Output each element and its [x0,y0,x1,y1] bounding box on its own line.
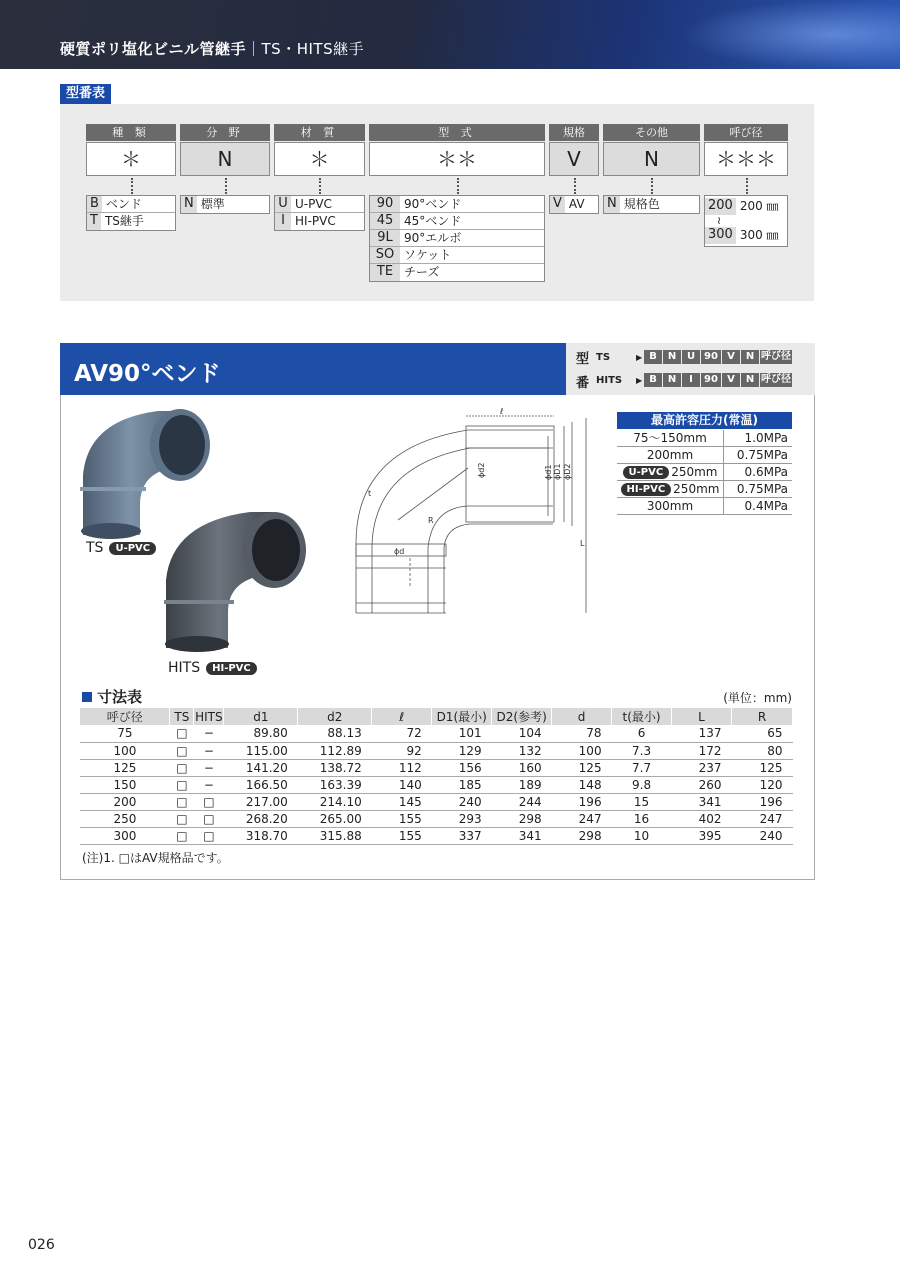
option-key: U [275,196,291,212]
dotted-connector [651,178,653,194]
table-cell: 196 [552,793,612,810]
table-row [80,759,793,776]
table-cell: 160 [492,759,552,776]
model-value-other: N [603,142,700,176]
label-D1: ϕD1 [553,463,562,480]
option-key: TE [370,264,400,281]
table-cell: 214.10 [298,793,372,810]
column-header: R [731,708,792,725]
option-key: 45 [370,213,400,229]
table-cell: 402 [672,810,732,827]
option-row [370,196,544,213]
code-cell: B [644,350,662,364]
option-key: 300 [705,227,736,244]
table-cell: 132 [492,742,552,759]
dotted-connector [131,178,133,194]
table-cell: 145 [372,793,432,810]
code-cell: 90 [701,350,721,364]
model-value-size: ＊＊＊ [704,142,788,176]
column-header: HITS [195,709,223,724]
code-cell: I [682,373,700,387]
product-name: TS [86,540,104,556]
pressure-size: 200mm [646,447,694,462]
table-cell: − [194,759,224,776]
column-header: d2 [298,708,372,725]
table-cell: 80 [731,742,792,759]
table-cell: − [194,725,224,742]
table-cell: □ [170,793,194,810]
dotted-connector [746,178,748,194]
code-cell: U [682,350,700,364]
table-cell: 10 [612,827,672,844]
table-cell: 217.00 [224,793,298,810]
av-section-title: AV90°ベンド [74,361,221,387]
label-d: ϕd [394,547,405,556]
table-header-row [80,708,793,725]
option-value: HI-PVC [295,214,336,228]
av-section-header [60,343,566,395]
option-key: N [181,196,197,213]
option-key: N [604,196,620,213]
option-key: T [87,213,101,230]
option-row [370,230,544,247]
table-cell: □ [194,827,224,844]
option-value: 300 ㎜ [739,228,779,242]
column-header: D2(参考) [492,708,552,725]
options-type [369,195,545,282]
model-value-kind: ＊ [86,142,176,176]
option-row [87,196,175,213]
dimension-table-title [82,686,142,707]
table-cell: 298 [492,810,552,827]
table-cell: 138.72 [298,759,372,776]
option-row [275,213,364,230]
option-key: I [275,213,291,230]
table-cell: 172 [672,742,732,759]
table-cell: 155 [372,827,432,844]
table-cell: □ [170,810,194,827]
table-cell: 7.3 [612,742,672,759]
column-header: D1(最小) [432,708,492,725]
table-row [80,776,793,793]
option-row [87,213,175,230]
option-value: 200 ㎜ [739,199,779,213]
title-sub: ｜TS・HITS継手 [246,40,365,58]
option-key: 90 [370,196,400,212]
table-cell: 260 [672,776,732,793]
model-code-ts [596,350,793,364]
table-cell: 300 [80,827,170,844]
table-cell: 163.39 [298,776,372,793]
table-cell: 112 [372,759,432,776]
label-d1: ϕd1 [544,464,553,480]
option-row [604,196,699,213]
model-head-kind: 種 類 [86,124,176,141]
table-cell: 150 [80,776,170,793]
table-cell: 185 [432,776,492,793]
table-cell: □ [170,725,194,742]
label-d2: ϕd2 [477,462,486,478]
table-cell: □ [170,776,194,793]
option-value: 90°エルボ [404,231,462,245]
option-key: 200 [705,198,736,215]
options-kind [86,195,176,231]
option-value: 標準 [200,197,225,211]
model-head-material: 材 質 [274,124,365,141]
label-D2: ϕD2 [563,463,572,480]
code-cell: V [722,373,740,387]
table-cell: 237 [672,759,732,776]
table-cell: 240 [731,827,792,844]
table-cell: 247 [731,810,792,827]
column-header: d1 [224,708,298,725]
code-cell: N [741,350,759,364]
table-cell: 125 [80,759,170,776]
table-cell: 15 [612,793,672,810]
option-row [370,264,544,281]
table-cell: 250 [80,810,170,827]
label-L: L [580,539,585,548]
column-header: t(最小) [612,708,672,725]
table-cell: 156 [432,759,492,776]
pressure-table-title: 最高許容圧力(常温) [617,412,792,429]
pressure-value: 1.0MPa [744,431,788,445]
option-row [275,196,364,213]
dimension-table [80,708,793,845]
option-value: チーズ [404,265,440,279]
table-cell: 265.00 [298,810,372,827]
pressure-size: 250mm [673,481,720,496]
table-cell: 112.89 [298,742,372,759]
model-value-type: ＊＊ [369,142,545,176]
option-row [705,198,787,215]
model-code-hits [596,373,793,387]
model-tag: 型番表 [60,84,111,104]
table-cell: 92 [372,742,432,759]
column-header: d [552,708,612,725]
model-head-type: 型 式 [369,124,545,141]
unit-label: (単位：mm) [723,691,792,705]
option-key: V [550,196,565,213]
table-cell: 88.13 [298,725,372,742]
model-code-label-top: 型 [576,352,590,367]
table-cell: 196 [731,793,792,810]
table-cell: 125 [731,759,792,776]
code-cell: B [644,373,662,387]
arrow-icon: ▶ [636,352,643,362]
product-name: HITS [168,660,201,676]
model-value-field: N [180,142,270,176]
product-label-hits [168,660,257,676]
header-banner [0,0,900,69]
table-cell: 155 [372,810,432,827]
page-title [60,38,364,59]
pressure-value: 0.4MPa [744,499,788,513]
material-badge: HI-PVC [206,662,257,675]
page-number: 026 [28,1237,55,1253]
code-series-label: HITS [596,374,623,386]
table-row [80,742,793,759]
title-main: 硬質ポリ塩化ビニル管継手 [60,40,247,58]
option-key: SO [370,247,400,263]
table-cell: 395 [672,827,732,844]
table-cell: 65 [731,725,792,742]
options-size [704,195,788,247]
column-header: ℓ [372,708,432,725]
table-cell: 244 [492,793,552,810]
pressure-row [617,447,792,464]
model-code-panel [566,343,815,395]
table-cell: □ [170,827,194,844]
pressure-value: 0.6MPa [744,465,788,479]
option-row [181,196,269,213]
square-bullet-icon [82,692,92,702]
dimension-title-text: 寸法表 [97,688,143,706]
options-material [274,195,365,231]
table-cell: 293 [432,810,492,827]
table-cell: 120 [731,776,792,793]
pressure-row [617,498,792,515]
table-cell: − [194,742,224,759]
dotted-connector [574,178,576,194]
option-row [370,247,544,264]
code-cell: N [741,373,759,387]
option-value: 規格色 [623,197,660,211]
table-cell: 115.00 [224,742,298,759]
table-row [80,827,793,844]
table-row [80,810,793,827]
table-cell: □ [170,742,194,759]
code-cell: 呼び径 [761,374,791,385]
model-head-other: その他 [603,124,700,141]
code-series-label: TS [596,351,611,363]
table-cell: 16 [612,810,672,827]
pressure-value: 0.75MPa [736,482,788,496]
table-cell: 78 [552,725,612,742]
pressure-row [617,481,792,498]
model-head-field: 分 野 [180,124,270,141]
table-cell: □ [170,759,194,776]
table-cell: 9.8 [612,776,672,793]
material-badge: HI-PVC [621,483,672,496]
code-cell: 呼び径 [761,351,791,362]
dotted-connector [319,178,321,194]
table-cell: 166.50 [224,776,298,793]
label-l: ℓ [500,408,504,416]
model-value-standard: V [549,142,599,176]
option-row [550,196,598,213]
dotted-connector [457,178,459,194]
label-t: t [368,489,372,498]
arrow-icon: ▶ [636,375,643,385]
option-value: ベンド [105,197,142,211]
table-cell: 341 [492,827,552,844]
product-label-ts [86,540,156,556]
code-cell: N [663,373,681,387]
option-row [370,213,544,230]
dimension-drawing [348,408,598,618]
options-standard [549,195,599,214]
table-row [80,725,793,742]
label-R: R [428,516,434,525]
table-cell: 189 [492,776,552,793]
hits-elbow-photo [162,508,312,653]
option-value: AV [568,197,585,211]
table-cell: 104 [492,725,552,742]
option-value: 90°ベンド [404,197,462,211]
table-cell: 137 [672,725,732,742]
option-key: B [87,196,102,212]
column-header: TS [170,708,194,725]
dotted-connector [225,178,227,194]
model-value-material: ＊ [274,142,365,176]
pressure-size: 75〜150mm [633,430,707,445]
material-badge: U-PVC [109,542,156,555]
table-cell: 140 [372,776,432,793]
pressure-value: 0.75MPa [736,448,788,462]
options-field [180,195,270,214]
table-cell: 141.20 [224,759,298,776]
banner-glow [680,0,900,69]
pressure-row [617,430,792,447]
table-cell: 200 [80,793,170,810]
option-value: 45°ベンド [404,214,462,228]
table-cell: 72 [372,725,432,742]
table-cell: 89.80 [224,725,298,742]
model-code-label-bottom: 番 [576,376,590,391]
table-cell: 129 [432,742,492,759]
option-value: TS継手 [104,214,144,228]
code-cell: 90 [701,373,721,387]
option-key: 9L [370,230,400,246]
material-badge: U-PVC [623,466,670,479]
table-cell: − [194,776,224,793]
column-header: L [672,708,732,725]
table-cell: 240 [432,793,492,810]
table-cell: 268.20 [224,810,298,827]
table-cell: 7.7 [612,759,672,776]
table-cell: 6 [612,725,672,742]
size-range-separator: ≀ [717,214,722,227]
table-cell: 125 [552,759,612,776]
options-other [603,195,700,214]
table-cell: □ [194,810,224,827]
table-cell: 148 [552,776,612,793]
table-cell: 315.88 [298,827,372,844]
model-head-size: 呼び径 [704,124,788,141]
code-cell: V [722,350,740,364]
pressure-size: 250mm [671,464,718,479]
column-header: 呼び径 [80,708,170,725]
table-cell: 75 [80,725,170,742]
option-value: ソケット [404,248,452,262]
pressure-size: 300mm [646,498,694,513]
table-cell: 101 [432,725,492,742]
model-head-standard: 規格 [549,124,599,141]
table-cell: 318.70 [224,827,298,844]
table-cell: 337 [432,827,492,844]
table-cell: 100 [80,742,170,759]
footnote: (注)1. □はAV規格品です。 [82,851,229,865]
option-value: U-PVC [295,197,332,211]
code-cell: N [663,350,681,364]
table-cell: 341 [672,793,732,810]
table-cell: 298 [552,827,612,844]
option-row [705,227,787,244]
table-cell: 100 [552,742,612,759]
table-cell: □ [194,793,224,810]
table-row [80,793,793,810]
table-cell: 247 [552,810,612,827]
pressure-row [617,464,792,481]
